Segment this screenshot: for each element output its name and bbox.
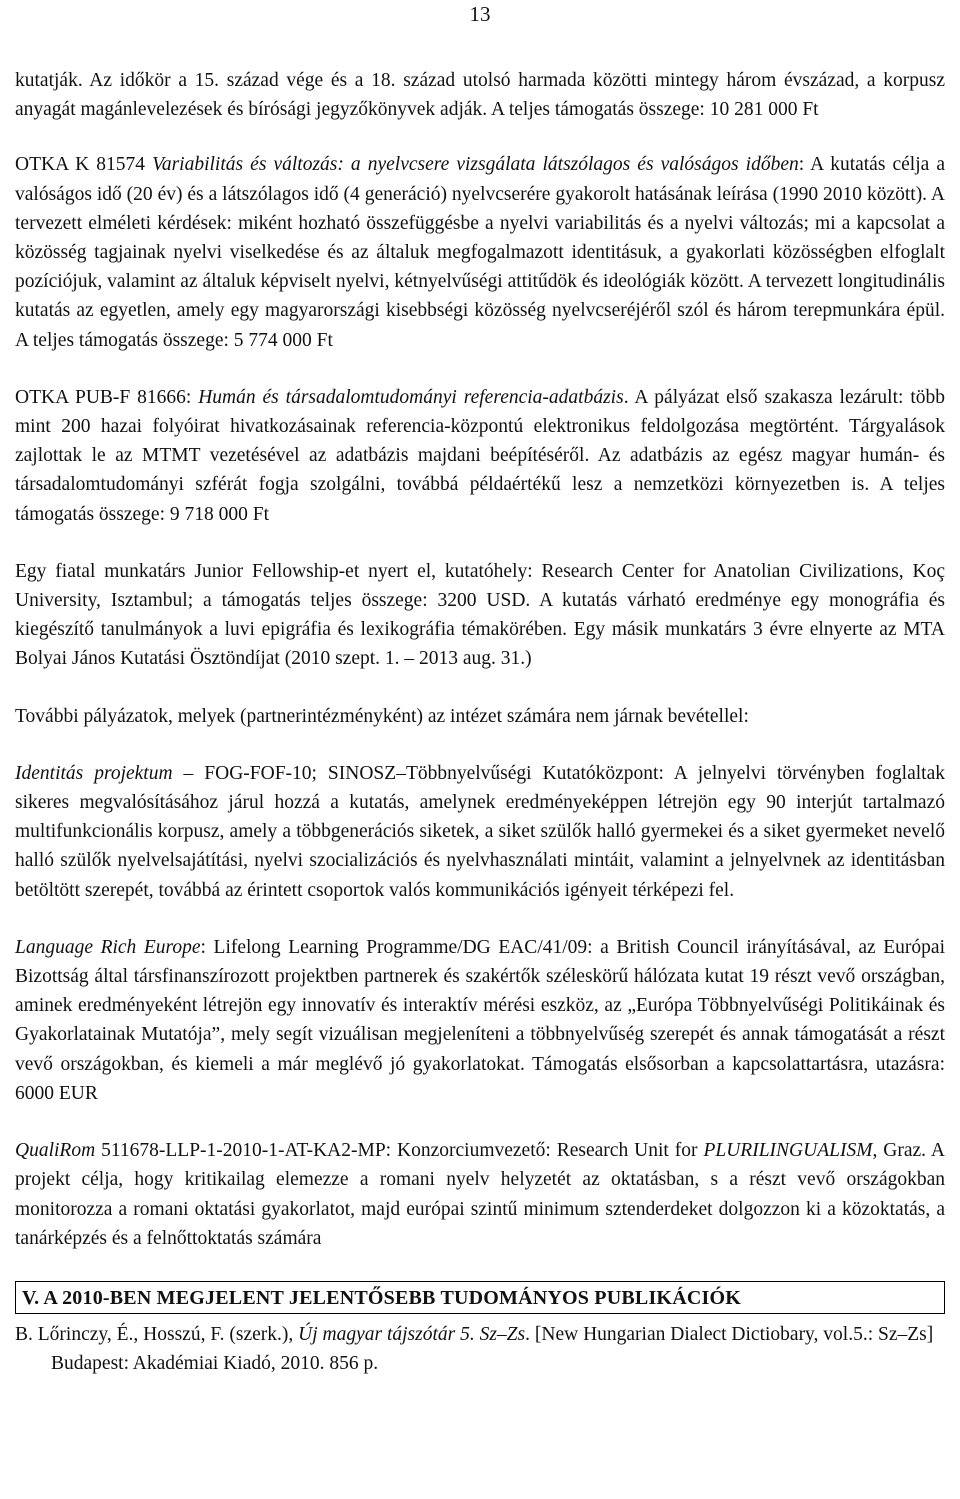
paragraph-language-rich-europe xyxy=(15,933,945,1108)
project-description: : A kutatás célja a valóságos idő (20 év) és a látszólagos idő (4 generáció) nyelvcserére gyakorolt hatásának leírása (1990 2010 között). A tervezett elméleti kérdések: miként hozható összefüggésbe a nyelvi variabilitás és a nyelvi változás; mi a kapcsolat a közösség tagjainak nyelvi viselkedése és az általuk megfogalmazott identitásuk, a gyakorlati közösségben elfoglalt pozíciójuk, valamint az általuk képviselt nyelvi, kétnyelvűségi attitűdök és ideológiák között. A tervezett longitudinális kutatás az egyetlen, amely egy magyarországi kisebbségi közösség nyelvcseréjéről szól és három terepmunkára épül. A teljes támogatás összege: 5 774 000 Ft xyxy=(15,154,945,351)
project-title: Humán és társadalomtudományi referencia-adatbázis xyxy=(198,386,624,408)
project-description: , Graz. A projekt célja, hogy kritikailag elemezze a romani nyelv helyzetét az oktatásban, s a részt vevő országokban monitorozza a romani oktatási gyakorlatot, majd európai szintű minimum sztenderdeket dolgozzon ki a közoktatás, a tanárképzés és a felnőttoktatás számára xyxy=(15,1140,945,1249)
project-id: 511678-LLP-1-2010-1-AT-KA2-MP: Konzorciumvezető: Research Unit for xyxy=(95,1140,704,1162)
page-number: 13 xyxy=(469,2,491,26)
project-title: Variabilitás és változás: a nyelvcsere vizsgálata látszólagos és valóságos időben xyxy=(152,154,799,176)
project-description: : Lifelong Learning Programme/DG EAC/41/09: a British Council irányításával, az Európai Bizottság által társfinanszírozott projektben partnerek és szakértők széleskörű hálózata kutat 19 részt vevő országban, aminek eredményeként létrejön egy innovatív és interaktív mérési eszköz, az „Európa Többnyelvűségi Politikáinak és Gyakorlatainak Mutatója”, mely segít vizuálisan megjeleníteni a többnyelvűség szerepét és annak támogatását a részt vevő országokban, és kiemeli a már meglévő jó gyakorlatokat. Támogatás elsősorban a kapcsolattartásra, utazásra: 6000 EUR xyxy=(15,936,945,1104)
paragraph-further-grants: További pályázatok, melyek (partnerintézményként) az intézet számára nem járnak bevétellel: xyxy=(15,705,749,727)
paragraph-otka-k81574 xyxy=(15,150,945,354)
reference-title: Új magyar tájszótár 5. Sz–Zs xyxy=(298,1324,526,1346)
grant-id: OTKA K 81574 xyxy=(15,154,153,176)
project-title: Language Rich Europe xyxy=(15,936,201,958)
reference-authors: B. Lőrinczy, É., Hosszú, F. (szerk.), xyxy=(15,1324,299,1346)
document-body xyxy=(15,66,945,1379)
reference-entry xyxy=(15,1320,945,1378)
paragraph-identitas-projektum xyxy=(15,759,945,905)
grant-id: OTKA PUB-F 81666: xyxy=(15,386,199,408)
project-title: QualiRom xyxy=(15,1140,96,1162)
paragraph-junior-fellowship: Egy fiatal munkatárs Junior Fellowship-et nyert el, kutatóhely: Research Center for Anatolian Civilizations, Koç University, Isztambul; a támogatás teljes összege: 3200 USD. A kutatás várható eredménye egy monográfia és kiegészítő tanulmányok a luvi epigráfia és lexikográfia témakörében. Egy másik munkatárs 3 évre elnyerte az MTA Bolyai János Kutatási Ösztöndíjat (2010 szept. 1. – 2013 aug. 31.) xyxy=(15,560,945,670)
paragraph-otka-pubf81666 xyxy=(15,383,945,529)
paragraph-funding-intro: kutatják. Az időkör a 15. század vége és a 18. század utolsó harmada közötti mintegy három évszázad, a korpusz anyagát magánlevelezések és bírósági jegyzőkönyvek adják. A teljes támogatás összege: 10 281 000 Ft xyxy=(15,70,945,121)
paragraph-qualirom xyxy=(15,1136,945,1253)
project-description: – FOG-FOF-10; SINOSZ–Többnyelvűségi Kutatóközpont: A jelnyelvi törvényben foglaltak sikeres megvalósításához járul hozzá a kutatás, amelynek eredményeképpen létrejön egy 90 interjút tartalmazó multifunkcionális korpusz, amely a többgenerációs siketek, a siket szülők halló gyermekei és a siket gyermeket nevelő halló szülők nyelvelsajátítási, nyelvi szocializációs és nyelvhasználati mintáit, valamint a jelnyelvnek az identitásban betöltött szerepét, továbbá az érintett csoportok valós kommunikációs igényeit térképezi fel. xyxy=(15,762,945,901)
project-description: . A pályázat első szakasza lezárult: több mint 200 hazai folyóirat hivatkozásainak referencia-központú elektronikus feldolgozása megtörtént. Tárgyalások zajlottak le az MTMT vezetésével az adatbázis majdani beépítéséről. Az adatbázis az egész magyar humán- és társadalomtudományi szférát fogja szolgálni, továbbá példaértékű lesz a nemzetközi környezetben is. A teljes támogatás összege: 9 718 000 Ft xyxy=(15,386,945,525)
unit-name: PLURILINGUALISM xyxy=(703,1140,873,1162)
reference-details: . [New Hungarian Dialect Dictiobary, vol.5.: Sz–Zs] Budapest: Akadémiai Kiadó, 2010. 856 p. xyxy=(51,1324,934,1375)
project-title: Identitás projektum xyxy=(15,762,173,784)
section-heading: V. A 2010-BEN MEGJELENT JELENTŐSEBB TUDOMÁNYOS PUBLIKÁCIÓK xyxy=(15,1281,945,1314)
